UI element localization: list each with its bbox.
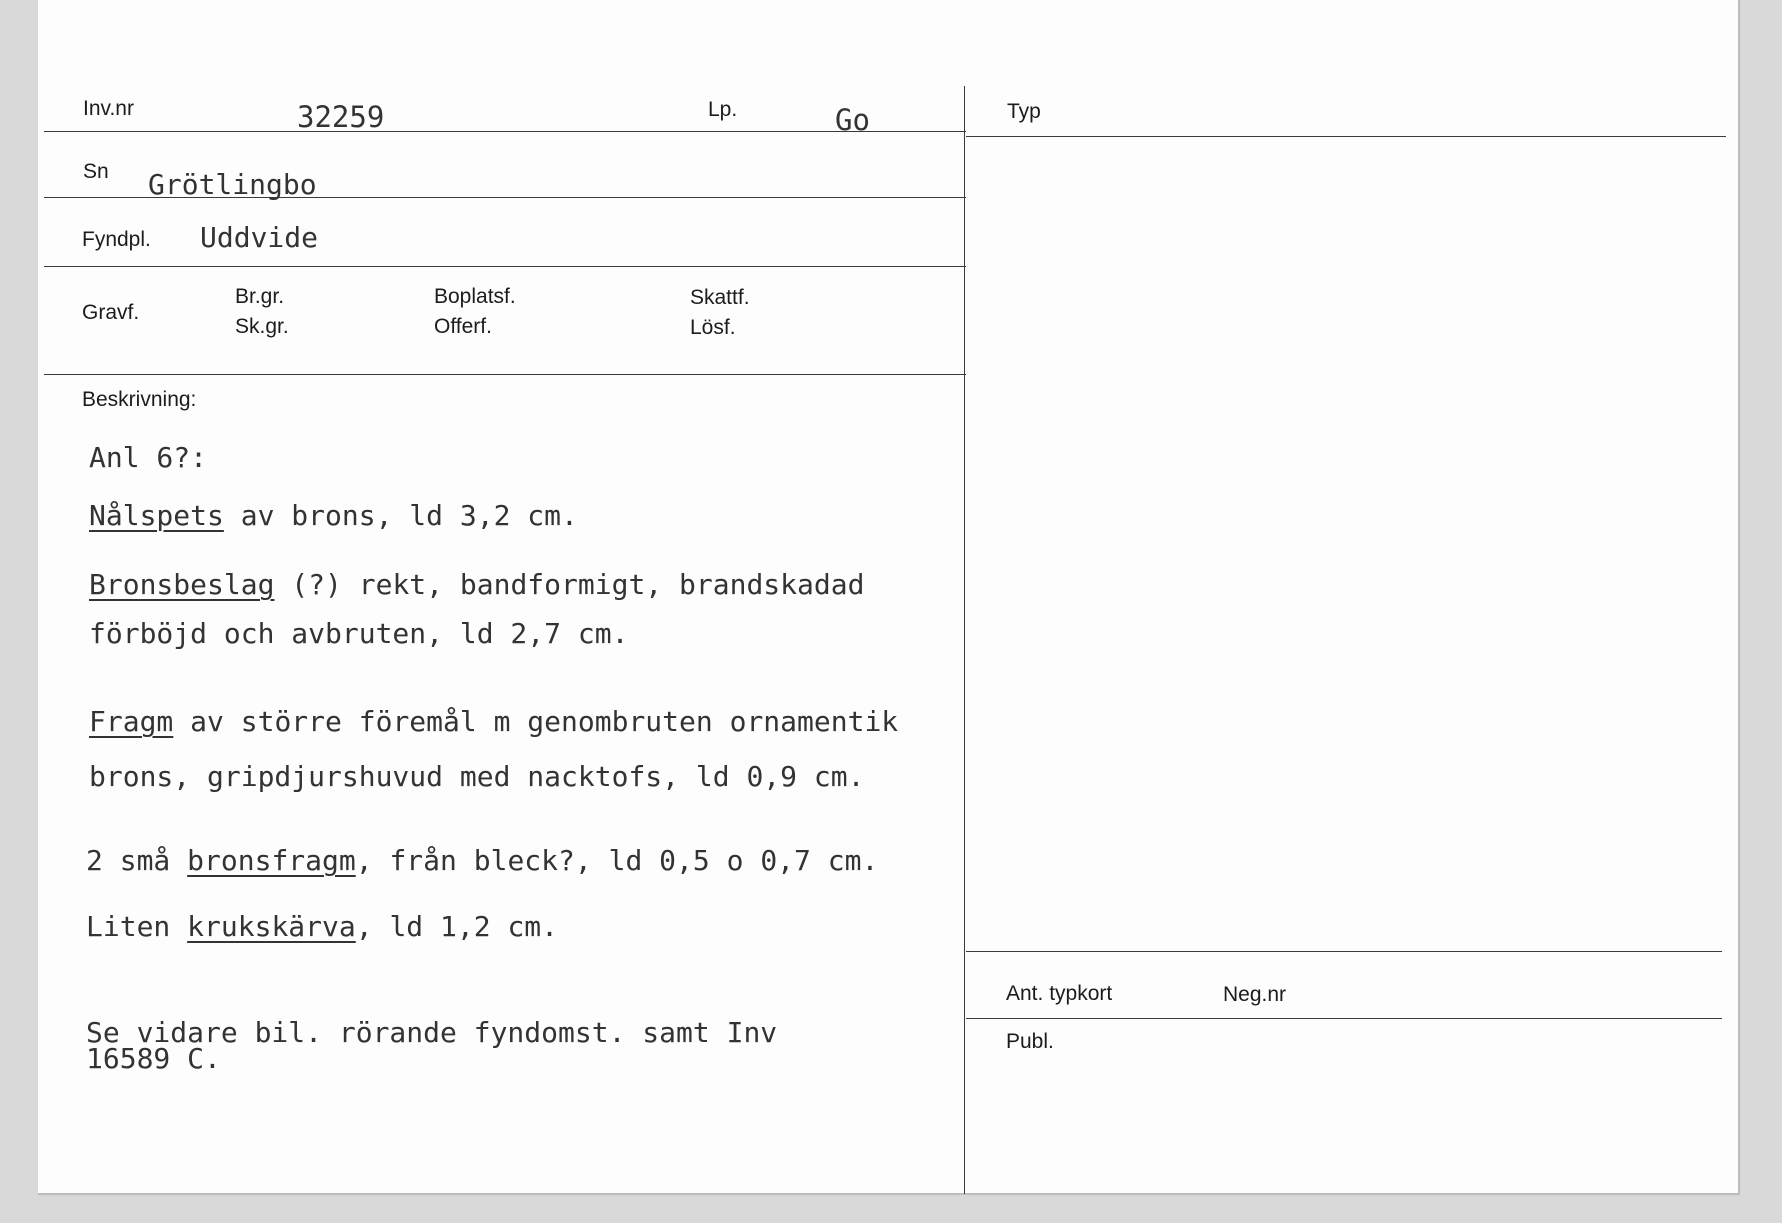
- description-line-1: Anl 6?:: [89, 441, 208, 474]
- sn-value: Grötlingbo: [148, 168, 317, 201]
- description-line-2: Nålspets av brons, ld 3,2 cm.: [89, 499, 578, 532]
- term-krukskarva: krukskärva: [187, 910, 356, 943]
- column-divider: [964, 86, 965, 1194]
- term-bronsfragm: bronsfragm: [187, 844, 356, 877]
- description-line-5: Fragm av större föremål m genombruten ornamentik: [89, 705, 899, 738]
- typ-label: Typ: [1007, 100, 1041, 123]
- neg-nr-label: Neg.nr: [1223, 983, 1287, 1006]
- rule-typ-bottom: [966, 951, 1722, 952]
- boplatsf-label: Boplatsf.: [434, 285, 516, 308]
- description-line-9: Se vidare bil. rörande fyndomst. samt Inv: [86, 1016, 778, 1049]
- beskrivning-label: Beskrivning:: [82, 388, 197, 411]
- rule-inv: [44, 131, 966, 132]
- ant-typkort-label: Ant. typkort: [1006, 982, 1113, 1005]
- description-line-3: Bronsbeslag (?) rekt, bandformigt, brandskadad: [89, 568, 865, 601]
- inv-nr-value: 32259: [297, 100, 385, 134]
- term-bronsbeslag: Bronsbeslag: [89, 568, 275, 601]
- term-nalspets: Nålspets: [89, 499, 224, 532]
- description-line-8: Liten krukskärva, ld 1,2 cm.: [86, 910, 559, 943]
- rule-negnr: [966, 1018, 1722, 1019]
- gravf-label: Gravf.: [82, 301, 140, 324]
- sn-label: Sn: [83, 160, 109, 183]
- rule-typ: [966, 136, 1726, 137]
- skattf-label: Skattf.: [690, 286, 750, 309]
- lp-label: Lp.: [708, 98, 738, 121]
- rule-findtype: [44, 374, 966, 375]
- brgr-label: Br.gr.: [235, 285, 285, 308]
- catalog-card: [38, 0, 1740, 1195]
- inv-nr-label: Inv.nr: [83, 97, 134, 120]
- publ-label: Publ.: [1006, 1030, 1054, 1053]
- description-line-7: 2 små bronsfragm, från bleck?, ld 0,5 o 0,7 cm.: [86, 844, 879, 877]
- offerf-label: Offerf.: [434, 315, 492, 338]
- skgr-label: Sk.gr.: [235, 315, 289, 338]
- losf-label: Lösf.: [690, 316, 736, 339]
- lp-value: Go: [835, 103, 870, 137]
- term-fragm: Fragm: [89, 705, 174, 738]
- description-line-6: brons, gripdjurshuvud med nacktofs, ld 0,9 cm.: [89, 760, 865, 793]
- description-line-4: förböjd och avbruten, ld 2,7 cm.: [89, 617, 629, 650]
- fyndpl-value: Uddvide: [200, 221, 319, 254]
- description-line-10: 16589 C.: [86, 1042, 221, 1075]
- rule-fyndpl: [44, 266, 966, 267]
- fyndpl-label: Fyndpl.: [82, 228, 151, 251]
